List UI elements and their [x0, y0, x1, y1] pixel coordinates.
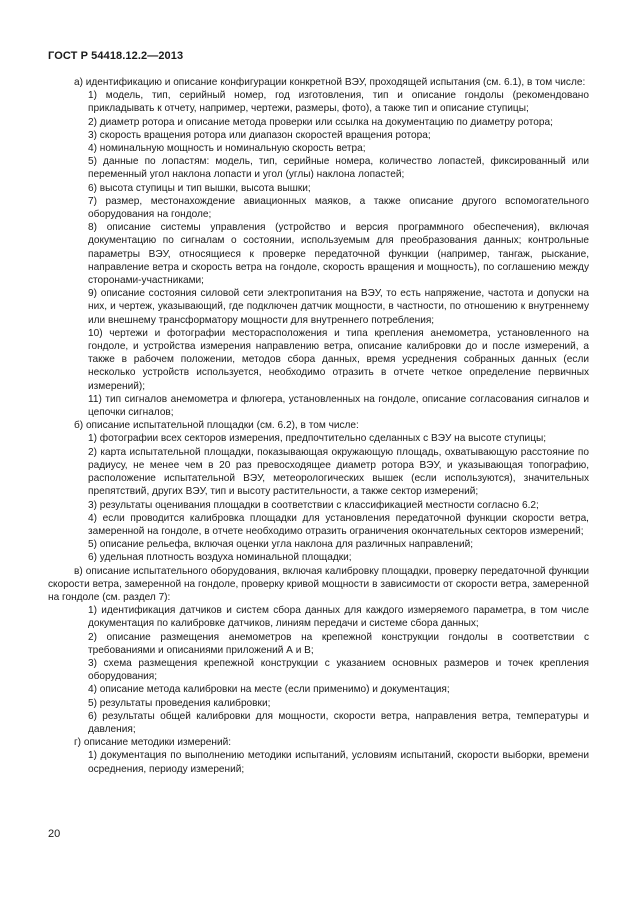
list-item-top: б) описание испытательной площадки (см. 6.2), в том числе:	[74, 420, 359, 432]
list-item-sub: 1) документация по выполнению методики испытаний, условиям испытаний, скорости выборки, времени осреднения, периоду измерений;	[88, 750, 589, 775]
list-item-top: в) описание испытательного оборудования, включая калибровку площадки, проверку передаточной функции скорости ветра, замеренной на гондоле, проверку кривой мощности в зависимости от скорости ветра, замеренной на гондоле (см. раздел 7):	[48, 565, 589, 603]
list-item-sub: 5) описание рельефа, включая оценки угла наклона для различных направлений;	[88, 539, 474, 551]
document-body	[48, 76, 589, 776]
list-item-sub: 2) описание размещения анемометров на крепежной конструкции гондолы в соответствии с требованиями и описаниями приложений А и В;	[88, 631, 589, 656]
list-item-sub: 5) данные по лопастям: модель, тип, серийные номера, количество лопастей, фиксированный или переменный угол наклона лопасти и угол (углы) наклона лопастей;	[88, 156, 589, 181]
standard-header: ГОСТ Р 54418.12.2—2013	[48, 50, 184, 62]
list-item-sub: 7) размер, местонахождение авиационных маяков, а также описание другого вспомогательного оборудования на гондоле;	[88, 195, 589, 221]
list-item-sub: 2) карта испытательной площадки, показывающая окружающую площадь, охватывающую расстояние по радиусу, не менее чем в 20 раз превосходящее диаметр ротора ВЭУ, и указывающая топографию, расположение испытательной ВЭУ, метеорологических вышек (если используются), значительных препятствий, других ВЭУ, тип и высоту растительности, а также сектор измерений;	[88, 446, 589, 498]
list-item-sub: 1) фотографии всех секторов измерения, предпочтительно сделанных с ВЭУ на высоте ступицы;	[88, 433, 547, 445]
list-item-top: г) описание методики измерений:	[74, 737, 232, 749]
list-item-sub: 6) результаты общей калибровки для мощности, скорости ветра, направления ветра, температуры и давления;	[88, 710, 589, 735]
list-item-sub: 6) удельная плотность воздуха номинальной площадки;	[88, 552, 352, 564]
list-item-sub: 3) скорость вращения ротора или диапазон скоростей вращения ротора;	[88, 129, 431, 141]
list-item-sub: 10) чертежи и фотографии месторасположения и типа крепления анемометра, установленного на гондоле, и устройства измерения направлению ветра, описание калибровки до и после измерений, а также в рабочем положении, методов сбора данных, время усреднения собранных данных (если несколько устройств используется, необходимо отразить в отчете четкое определение первичных измерений);	[88, 327, 589, 392]
list-item-sub: 9) описание состояния силовой сети электропитания на ВЭУ, то есть напряжение, частота и допуски на них, и чертеж, указывающий, где подключен датчик мощности, в частности, по отношению к внутреннему или внешнему трансформатору мощности для внутреннего потребления;	[88, 288, 589, 326]
list-item-sub: 8) описание системы управления (устройство и версия программного обеспечения), включая документацию по сигналам о состоянии, используемым для преобразования данных; контрольные параметры ВЭУ, относящиеся к проверке передаточной функции (например, тангаж, рыскание, направление ветра и скорость ветра на гондоле, скорость вращения и мощность), по соглашению между сторонами-участниками;	[88, 222, 589, 287]
list-item-sub: 2) диаметр ротора и описание метода проверки или ссылка на документацию по диаметру ротора;	[88, 116, 553, 128]
list-item-top: а) идентификацию и описание конфигурации конкретной ВЭУ, проходящей испытания (см. 6.1), в том числе:	[74, 77, 586, 88]
list-item-sub: 11) тип сигналов анемометра и флюгера, установленных на гондоле, описание согласования сигналов и цепочки сигналов;	[88, 393, 589, 419]
list-item-sub: 5) результаты проведения калибровки;	[88, 697, 271, 709]
list-item-sub: 4) номинальную мощность и номинальную скорость ветра;	[88, 143, 366, 155]
list-item-sub: 6) высота ступицы и тип вышки, высота вышки;	[88, 182, 311, 194]
list-item-sub: 4) если проводится калибровка площадки для установления передаточной функции скорости ветра, замеренной на гондоле, в отчете необходимо отразить ограничения окончательных секторов измерений;	[88, 512, 589, 537]
list-item-sub: 3) схема размещения крепежной конструкции с указанием основных размеров и точек крепления оборудования;	[88, 657, 589, 683]
page-number: 20	[48, 828, 61, 840]
list-item-sub: 3) результаты оценивания площадки в соответствии с классификацией местности согласно 6.2;	[88, 499, 539, 511]
list-item-sub: 1) идентификация датчиков и систем сбора данных для каждого измеряемого параметра, в том числе документация по калибровке датчиков, линиям передачи и системе сбора данных;	[88, 605, 589, 630]
list-item-sub: 1) модель, тип, серийный номер, год изготовления, тип и описание гондолы (рекомендовано прикладывать к отчету, например, чертежи, размеры, фото), а также тип и описание ступицы;	[88, 90, 589, 115]
list-item-sub: 4) описание метода калибровки на месте (если применимо) и документация;	[88, 684, 450, 696]
